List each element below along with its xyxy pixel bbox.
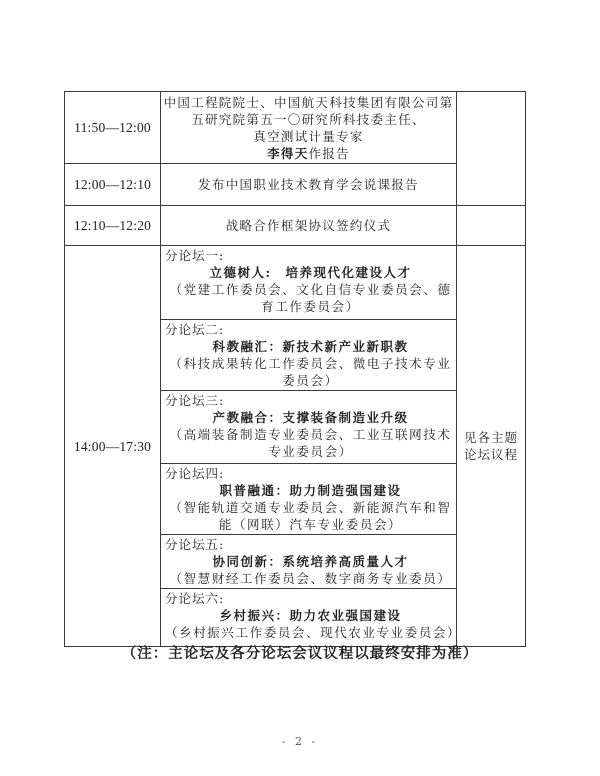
note-cell-empty (457, 206, 526, 246)
forum-row (65, 246, 526, 320)
time-cell: 11:50—12:00 (65, 92, 161, 164)
table-row (65, 164, 526, 206)
speaker-name: 李得天 (267, 145, 309, 161)
forum-cell (161, 320, 457, 391)
time-cell: 12:10—12:20 (65, 206, 161, 246)
keynote-speaker-line (161, 145, 456, 162)
forum-cell (161, 589, 462, 647)
keynote-line: 五研究院第五一〇研究所科技委主任、 (191, 111, 426, 127)
forum-cell (161, 464, 457, 535)
forum-label: 分论坛四: (165, 466, 225, 481)
table-row (65, 206, 526, 246)
table-row (65, 92, 526, 164)
forum-desc: （党建工作委员会、文化自信专业委员会、德育工作委员会） (169, 282, 452, 314)
forum-desc: （科技成果转化工作委员会、微电子技术专业委员会） (169, 356, 452, 388)
forum-cell (161, 391, 457, 464)
forum-label: 分论坛六: (165, 591, 225, 606)
speaker-suffix: 作报告 (308, 145, 350, 161)
forum-title: 协同创新：系统培养高质量人才 (212, 554, 409, 569)
forum-time-cell: 14:00—17:30 (65, 246, 161, 647)
content-cell: 发布中国职业技术教育学会说课报告 (161, 164, 457, 206)
forum-label: 分论坛三: (165, 393, 225, 408)
forum-cell (161, 535, 457, 589)
keynote-content-cell (161, 92, 457, 164)
forum-desc: （高端装备制造专业委员会、工业互联网技术专业委员会） (169, 427, 452, 459)
time-cell: 12:00—12:10 (65, 164, 161, 206)
page-number: - 2 - (281, 735, 319, 748)
forum-note: 见各主题论坛议程 (463, 430, 518, 462)
footnote: （注：主论坛及各分论坛会议议程以最终安排为准） (121, 646, 479, 662)
forum-cell (161, 246, 457, 320)
forum-desc: （乡村振兴工作委员会、现代农业专业委员会） (165, 625, 462, 640)
content-cell: 战略合作框架协议签约仪式 (161, 206, 457, 246)
forum-title: 职普融通：助力制造强国建设 (219, 483, 402, 498)
forum-title: 乡村振兴：助力农业强国建设 (219, 608, 402, 623)
forum-label: 分论坛二: (165, 322, 225, 337)
forum-title: 立德树人: 培养现代化建设人才 (209, 265, 412, 280)
keynote-line: 中国工程院院士、中国航天科技集团有限公司第 (163, 94, 454, 110)
note-cell-empty (457, 92, 526, 206)
agenda-table (64, 91, 526, 647)
keynote-line: 真空测试计量专家 (253, 128, 364, 144)
forum-desc: （智能轨道交通专业委员会、新能源汽车和智能（网联）汽车专业委员会） (169, 500, 452, 532)
forum-note-cell (457, 246, 526, 647)
forum-title: 科教融汇：新技术新产业新职教 (212, 339, 409, 354)
forum-desc: （智慧财经工作委员会、数字商务专业委员） (169, 571, 452, 586)
forum-label: 分论坛一: (165, 248, 225, 263)
forum-title: 产教融合：支撑装备制造业升级 (212, 410, 409, 425)
forum-label: 分论坛五: (165, 537, 225, 552)
